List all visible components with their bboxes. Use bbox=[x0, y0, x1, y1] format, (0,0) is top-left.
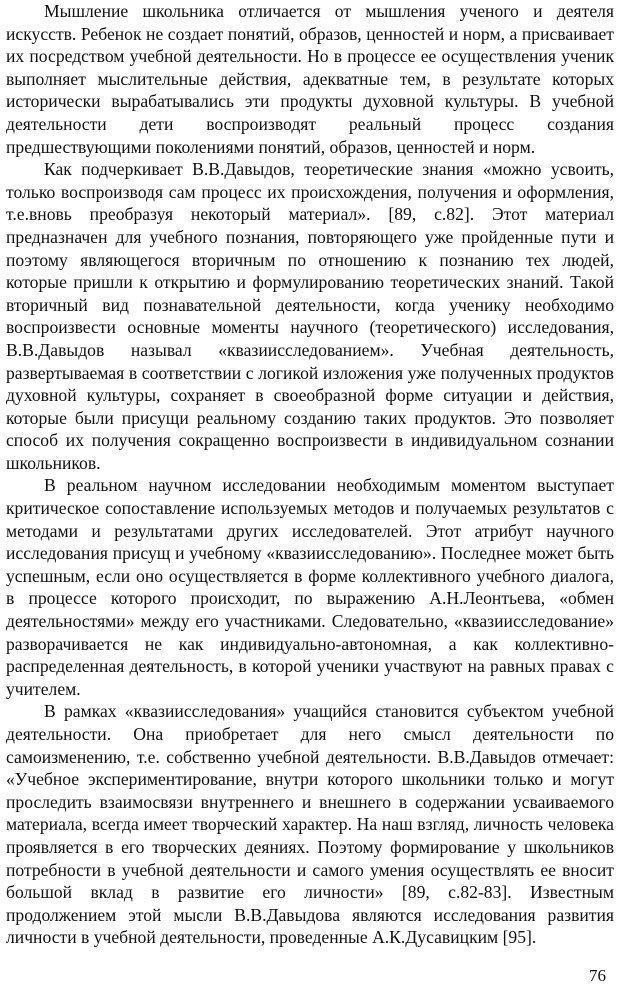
paragraph-4: В рамках «квазиисследования» учащийся становится субъектом учебной деятельности. Она приобретает для него смысл деятельности по самоизменению, т.е. собственно учебной деятельности. В.В.Давыдов отмечает: «Учебное экспериментирование, внутри которого школьники только и могут проследить взаимосвязи внутреннего и внешнего в содержании усваиваемого материала, всегда имеет творческий характер. На наш взгляд, личность человека проявляется в его творческих деяниях. Поэтому формирование у школьников потребности в учебной деятельности и самого умения осуществлять ее вносит большой вклад в развитие его личности» [89, с.82-83]. Известным продолжением этой мысли В.В.Давыдова являются исследования развития личности в учебной деятельности, проведенные А.К.Дусавицким [95]. bbox=[6, 701, 614, 948]
page-number: 76 bbox=[589, 966, 606, 985]
paragraph-2: Как подчеркивает В.В.Давыдов, теоретические знания «можно усвоить, только воспроизводя сам процесс их происхождения, получения и оформления, т.е.вновь преобразуя некоторый материал». [89, с.82]. Этот материал предназначен для учебного познания, повторяющего уже пройденные пути и поэтому являющегося вторичным по отношению к познанию тех людей, которые пришли к открытию и формулированию теоретических знаний. Такой вторичный вид познавательной деятельности, когда ученику необходимо воспроизвести основные моменты научного (теоретического) исследования, В.В.Давыдов называл «квазиисследованием». Учебная деятельность, развертываемая в соответствии с логикой изложения уже полученных продуктов духовной культуры, сохраняет в своеобразной форме ситуации и действия, которые были присущи реальному созданию таких продуктов. Это позволяет способ их получения сокращенно воспроизвести в индивидуальном сознании школьников. bbox=[6, 159, 614, 473]
paragraph-3: В реальном научном исследовании необходимым моментом выступает критическое сопоставление используемых методов и получаемых результатов с методами и результатами других исследователей. Этот атрибут научного исследования присущ и учебному «квазиисследованию». Последнее может быть успешным, если оно осуществляется в форме коллективного учебного диалога, в процессе которого происходит, по выражению А.Н.Леонтьева, «обмен деятельностями» между его участниками. Следовательно, «квазиисследование» разворачивается не как индивидуально-автономная, а как коллективно-распределенная деятельность, в которой ученики участвуют на равных правах с учителем. bbox=[6, 475, 614, 699]
paragraph-1: Мышление школьника отличается от мышления ученого и деятеля искусств. Ребенок не создает понятий, образов, ценностей и норм, а присваивает их посредством учебной деятельности. Но в процессе ее осуществления ученик выполняет мыслительные действия, адекватные тем, в результате которых исторически вырабатывались эти продукты духовной культуры. В учебной деятельности дети воспроизводят реальный процесс создания предшествующими поколениями понятий, образов, ценностей и норм. bbox=[6, 1, 614, 157]
body-text bbox=[6, 0, 614, 949]
